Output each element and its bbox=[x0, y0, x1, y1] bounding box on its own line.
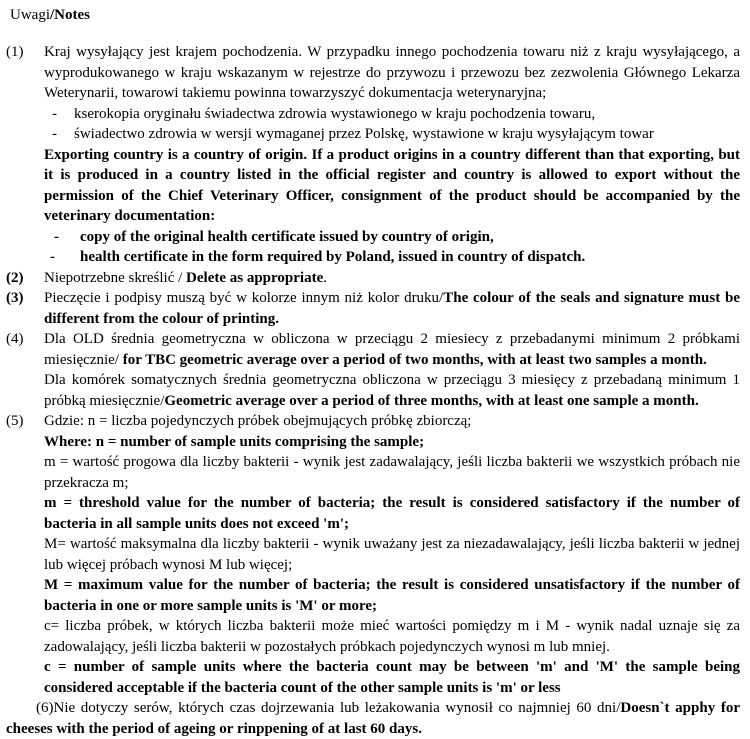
note-body-2 bbox=[44, 268, 740, 289]
note-body-1 bbox=[44, 42, 740, 268]
page-title-plain: Uwagi bbox=[10, 7, 50, 23]
note-5-definition-5: M= wartość maksymalna dla liczby bakterii - wynik uważany jest za niezadawalający, jeśli liczba bakterii w jednej lub więcej próbach wynosi M lub więcej; bbox=[44, 536, 740, 573]
note-1-polish-bullet-1-text: kserokopia oryginału świadectwa zdrowia wystawionego w kraju pochodzenia towaru, bbox=[74, 105, 596, 122]
note-5-definition-1: Gdzie: n = liczba pojedynczych próbek obejmujących próbkę zbiorczą; bbox=[44, 413, 472, 429]
note-2-plain: Niepotrzebne skreślić / bbox=[44, 269, 187, 286]
note-1-english-paragraph: Exporting country is a country of origin. If a product origins in a country different than that exporting, but it is produced in a country listed in the official register and country is allowed to export without the permission of the Chief Veterinary Officer, consignment of the product should be accompanied by the veterinary documentation: bbox=[44, 146, 740, 224]
note-6-paragraph bbox=[6, 698, 740, 739]
note-body-6 bbox=[6, 698, 740, 739]
page-title-bold: /Notes bbox=[50, 7, 90, 23]
note-4-line2-plain: Dla komórek somatycznych średnia geometryczna obliczona w przeciągu 3 miesięcy z przebadaną minimum 1 próbką miesięcznie/ bbox=[44, 372, 740, 409]
note-1-polish-bullet-2 bbox=[44, 124, 740, 145]
note-number-4: (4) bbox=[6, 331, 24, 347]
note-item-2 bbox=[6, 268, 740, 289]
note-body-3 bbox=[44, 288, 740, 329]
note-1-english-bullet-2-text: health certificate in the form required by Poland, issued in country of dispatch. bbox=[80, 249, 586, 265]
note-5-definition-4: m = threshold value for the number of bacteria; the result is considered satisfactory if the number of bacteria in all sample units does not exceed 'm'; bbox=[44, 495, 740, 532]
page-title bbox=[10, 6, 740, 24]
note-number-2: (2) bbox=[6, 269, 24, 286]
note-6-plain: Nie dotyczy serów, których czas dojrzewania lub leżakowania wynosił co najmniej 60 dni/ bbox=[53, 700, 621, 716]
note-5-definition-3: m = wartość progowa dla liczby bakterii - wynik jest zadawalający, jeśli liczba bakterii we wszystkich próbach nie przekracza m; bbox=[44, 454, 740, 491]
note-1-polish-bullet-1 bbox=[44, 104, 740, 125]
note-4-line1-bold: for TBC geometric average over a period of two months, with at least two samples a month. bbox=[122, 351, 707, 368]
dash-bullet-icon: - bbox=[54, 228, 59, 245]
note-3-paragraph bbox=[44, 288, 740, 329]
note-item-1 bbox=[6, 42, 740, 268]
note-5-definition-6: M = maximum value for the number of bacteria; the result is considered unsatisfactory if the number of bacteria in one or more sample units is 'M' or more; bbox=[44, 577, 740, 614]
note-number-3: (3) bbox=[6, 290, 24, 306]
note-number-1: (1) bbox=[6, 44, 24, 60]
note-body-4 bbox=[44, 329, 740, 411]
note-item-6 bbox=[6, 698, 740, 739]
note-2-tail: . bbox=[323, 269, 327, 286]
note-3-bold: The colour of the seals and signature must be different from the colour of printing. bbox=[44, 290, 740, 327]
note-1-english-bullet-2 bbox=[44, 247, 740, 268]
note-6-bold: Doesn`t apphy for cheeses with the period of ageing or rinppening of at last 60 days. bbox=[6, 700, 740, 737]
note-body-5 bbox=[44, 411, 740, 698]
note-item-4 bbox=[6, 329, 740, 411]
note-5-definition-8: c = number of sample units where the bacteria count may be between 'm' and 'M' the sample being considered acceptable if the bacteria count of the other sample units is 'm' or less bbox=[44, 659, 740, 696]
note-5-definition-7: c= liczba próbek, w których liczba bakterii może mieć wartości pomiędzy m i M - wynik nadal uznaje się za zadowalający, jeśli liczba bakterii w pozostałych próbkach pojedynczych wynosi m lub mniej. bbox=[44, 618, 740, 655]
note-1-polish-bullet-2-text: świadectwo zdrowia w wersji wymaganej przez Polskę, wystawione w kraju wysyłającym towar bbox=[74, 126, 654, 142]
note-4-line2-bold: Geometric average over a period of three months, with at least one sample a month. bbox=[164, 392, 699, 409]
note-4-paragraph-2 bbox=[44, 370, 740, 411]
note-4-paragraph-1 bbox=[44, 329, 740, 370]
note-2-paragraph bbox=[44, 268, 740, 289]
note-1-english-bullet-1 bbox=[44, 227, 740, 248]
note-4-line1-plain: Dla OLD średnia geometryczna w obliczona w przeciągu 2 miesiecy z przebadanymi minimum 2 próbkami miesięcznie/ bbox=[44, 331, 740, 368]
note-1-polish-paragraph: Kraj wysyłający jest krajem pochodzenia. W przypadku innego pochodzenia towaru niż z kraju wysyłającego, a wyprodukowanego w kraju wskazanym w rejestrze do przywozu i przewozu bez zezwolenia Głównego Lekarza Weterynarii, towarowi takiemu powinna towarzyszyć dokumentacja weterynaryjna; bbox=[44, 44, 740, 101]
dash-bullet-icon: - bbox=[52, 105, 57, 122]
dash-bullet-icon: - bbox=[52, 126, 57, 142]
note-item-5 bbox=[6, 411, 740, 698]
note-2-bold: Delete as appropriate bbox=[186, 269, 324, 286]
note-5-definition-2: Where: n = number of sample units comprising the sample; bbox=[44, 433, 425, 450]
note-3-plain: Pieczęcie i podpisy muszą być w kolorze innym niż kolor druku/ bbox=[44, 290, 444, 306]
dash-bullet-icon: - bbox=[50, 249, 55, 265]
note-item-3 bbox=[6, 288, 740, 329]
note-number-6: (6) bbox=[36, 700, 54, 716]
note-1-english-bullet-1-text: copy of the original health certificate issued by country of origin, bbox=[80, 228, 494, 245]
note-number-5: (5) bbox=[6, 413, 24, 429]
